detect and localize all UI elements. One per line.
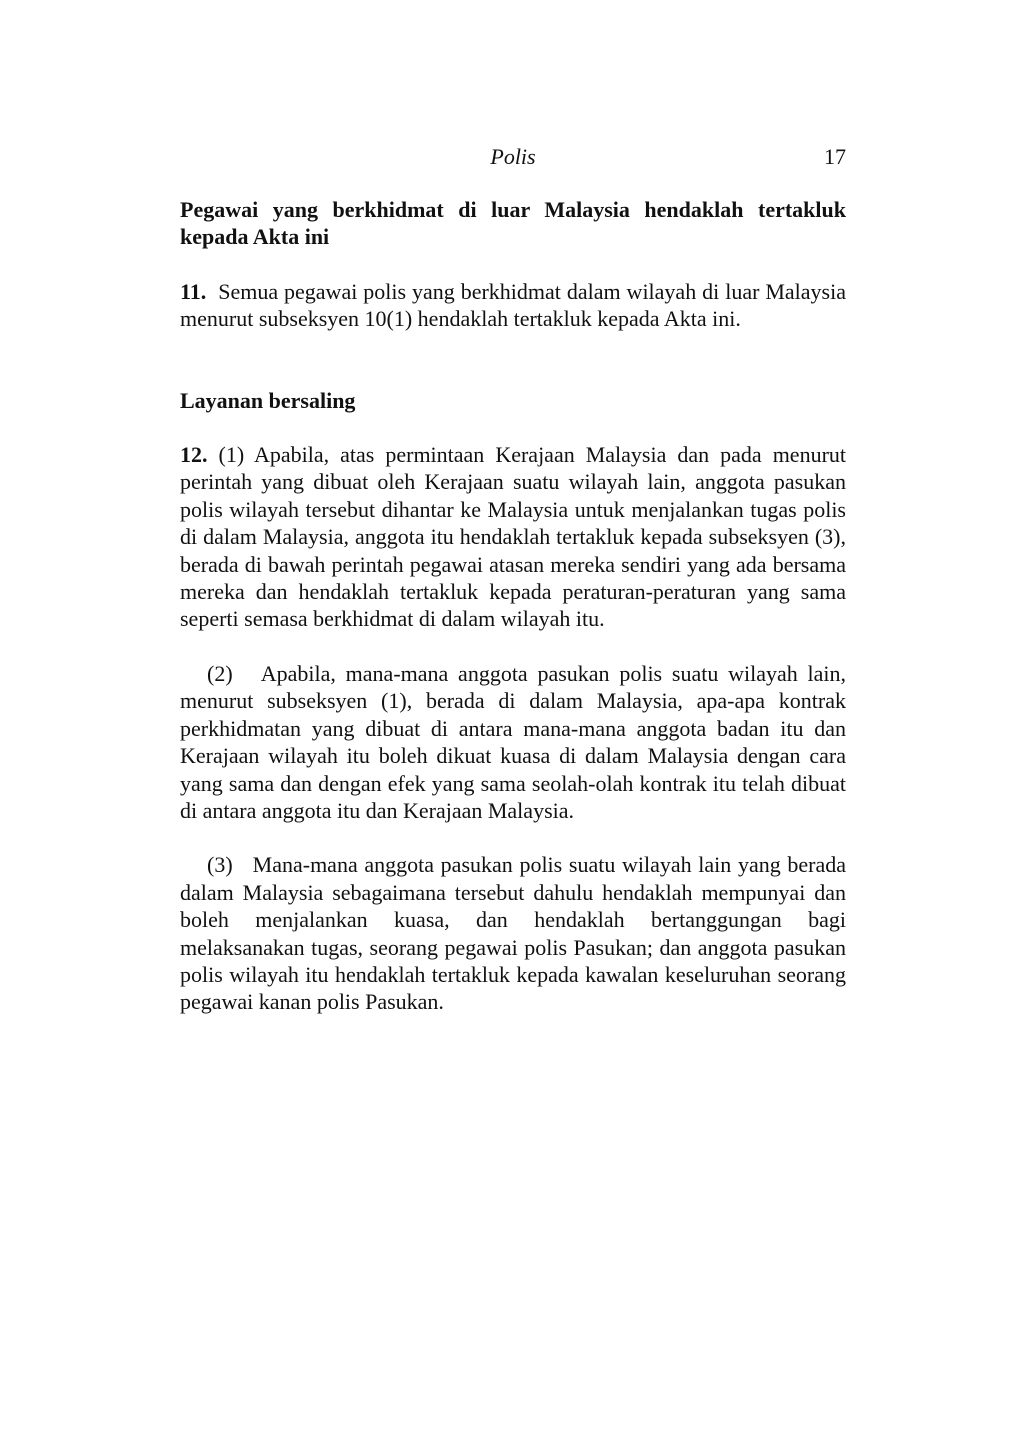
- subsection-3-text: Mana-mana anggota pasukan polis suatu wilayah lain yang berada dalam Malaysia sebagaimana tersebut dahulu hendaklah mempunyai dan boleh menjalankan kuasa, dan hendaklah bertanggungan bagi melaksanakan tugas, seorang pegawai polis Pasukan; dan anggota pasukan polis wilayah itu hendaklah tertakluk kepada kawalan keseluruhan seorang pegawai kanan polis Pasukan.: [180, 852, 847, 1015]
- subsection-2-label: (2): [207, 660, 233, 686]
- spacer: [180, 824, 846, 851]
- spacer: [180, 333, 846, 387]
- section-12-subsection-1: [180, 441, 846, 633]
- running-header: [180, 140, 846, 174]
- section-12-number: 12.: [180, 442, 208, 468]
- document-body: [180, 196, 846, 1016]
- running-title: Polis: [490, 144, 536, 169]
- section-11-text: Semua pegawai polis yang berkhidmat dalam wilayah di luar Malaysia menurut subseksyen 10(1) hendaklah tertakluk kepada Akta ini.: [180, 278, 846, 332]
- page-number: 17: [824, 144, 846, 169]
- section-12-heading: Layanan bersaling: [180, 387, 356, 413]
- spacer: [180, 414, 846, 441]
- section-11-paragraph: [180, 278, 846, 333]
- subsection-2-text: Apabila, mana-mana anggota pasukan polis suatu wilayah lain, menurut subseksyen (1), berada di dalam Malaysia, apa-apa kontrak perkhidmatan yang dibuat di antara mana-mana anggota badan itu dan Kerajaan wilayah itu boleh dikuat kuasa di dalam Malaysia dengan cara yang sama dan dengan efek yang sama seolah-olah kontrak itu telah dibuat di antara anggota itu dan Kerajaan Malaysia.: [180, 660, 846, 823]
- subsection-1-label: (1): [218, 442, 245, 468]
- spacer: [180, 251, 846, 278]
- section-11-heading: Pegawai yang berkhidmat di luar Malaysia hendaklah tertakluk kepada Akta ini: [180, 197, 846, 250]
- spacer: [180, 633, 846, 660]
- subsection-1-text: Apabila, atas permintaan Kerajaan Malaysia dan pada menurut perintah yang dibuat oleh Kerajaan suatu wilayah lain, anggota pasukan polis wilayah tersebut dihantar ke Malaysia untuk menjalankan tugas polis di dalam Malaysia, anggota itu hendaklah tertakluk kepada subseksyen (3), berada di bawah perintah pegawai atasan mereka sendiri yang ada bersama mereka dan hendaklah tertakluk kepada peraturan-peraturan yang sama seperti semasa berkhidmat di dalam wilayah itu.: [180, 442, 847, 632]
- section-12-subsection-3: [180, 851, 846, 1015]
- section-12-subsection-2: [180, 660, 846, 824]
- section-11-number: 11.: [180, 278, 207, 304]
- subsection-3-label: (3): [207, 852, 233, 878]
